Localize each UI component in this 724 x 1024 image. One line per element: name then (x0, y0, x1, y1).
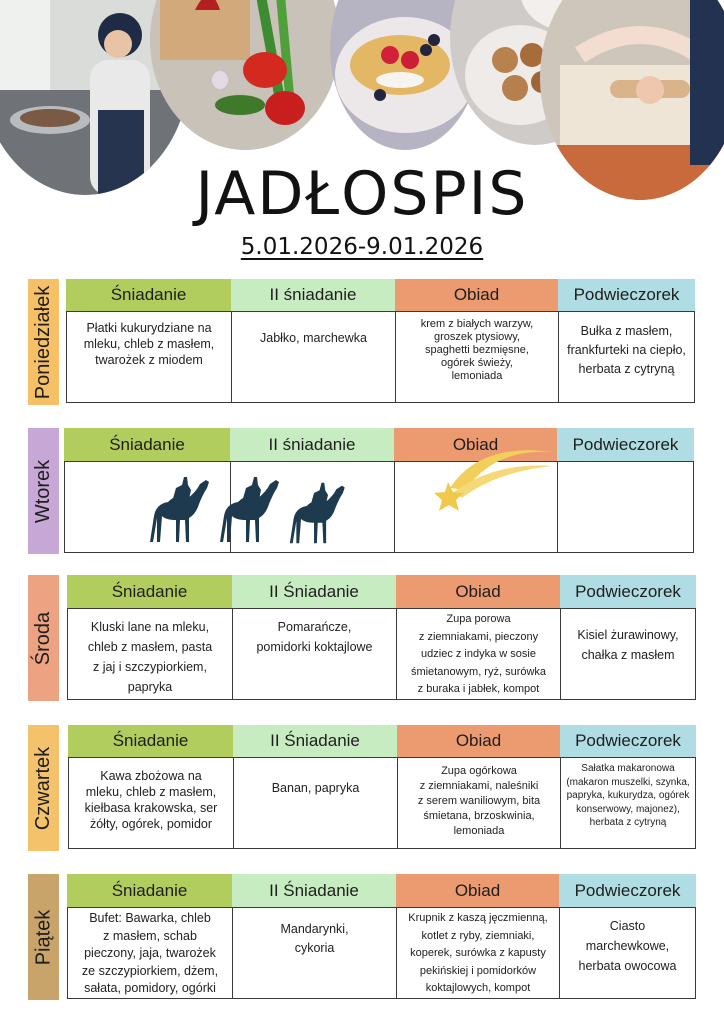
header-sniadanie: Śniadanie (66, 279, 231, 311)
meal-sniadanie: Kluski lane na mleku, chleb z masłem, pasta z jaj i szczypiorkiem, papryka (67, 608, 232, 700)
day-label-friday (28, 874, 59, 1000)
day-name: Wtorek (32, 459, 54, 523)
meal-obiad: Krupnik z kaszą jęczmienną, kotlet z ryby, ziemniaki, koperek, surówka z kapusty pekińskiej i pomidorków koktajlowych, kompot (396, 907, 559, 999)
vegetables-photo (150, 0, 340, 150)
shooting-star-icon (428, 430, 558, 516)
header-obiad: Obiad (396, 874, 559, 907)
meal-sniadanie: Płatki kukurydziane na mleku, chleb z masłem, twarożek z miodem (66, 311, 231, 403)
header-sniadanie: Śniadanie (67, 874, 232, 907)
meal-sniadanie: Kawa zbożowa na mleku, chleb z masłem, kiełbasa krakowska, ser żółty, ogórek, pomidor (68, 757, 233, 849)
three-kings-camels-silhouette (148, 474, 363, 552)
meal-obiad: krem z białych warzyw, groszek ptysiowy, spaghetti bezmięsne, ogórek świeży, lemoniada (395, 311, 558, 403)
header-ii-sniadanie: II Śniadanie (232, 575, 396, 608)
meal-podwieczorek (557, 461, 694, 553)
day-block-friday (0, 874, 724, 1000)
header-ii-sniadanie: II śniadanie (231, 279, 395, 311)
meal-podwieczorek: Ciasto marchewkowe, herbata owocowa (559, 907, 696, 999)
day-label-wednesday (28, 575, 59, 701)
day-label-thursday (28, 725, 59, 851)
meal-podwieczorek: Bułka z masłem, frankfurteki na ciepło, herbata z cytryną (558, 311, 695, 403)
date-range: 5.01.2026-9.01.2026 (240, 234, 484, 260)
day-label-tuesday (28, 428, 59, 554)
header-podwieczorek: Podwieczorek (557, 428, 694, 461)
page-title: JADŁOSPIS (195, 159, 529, 229)
header-sniadanie: Śniadanie (64, 428, 230, 461)
header-obiad: Obiad (395, 279, 558, 311)
day-block-thursday (0, 725, 724, 851)
meal-sniadanie: Bufet: Bawarka, chleb z masłem, schab pieczony, jaja, twarożek ze szczypiorkiem, dżem, sałata, pomidory, ogórki (67, 907, 232, 999)
meal-obiad: Zupa ogórkowa z ziemniakami, naleśniki z serem waniliowym, bita śmietana, brzoskwinia, lemoniada (397, 757, 560, 849)
day-name: Poniedziałek (32, 285, 55, 399)
meal-ii-sniadanie: Pomarańcze, pomidorki koktajlowe (232, 608, 396, 700)
meal-ii-sniadanie: Banan, papryka (233, 757, 397, 849)
header-sniadanie: Śniadanie (68, 725, 233, 757)
header-ii-sniadanie: II Śniadanie (233, 725, 397, 757)
header-podwieczorek: Podwieczorek (558, 279, 695, 311)
meal-ii-sniadanie: Mandarynki, cykoria (232, 907, 396, 999)
day-block-monday (0, 279, 724, 405)
header-sniadanie: Śniadanie (67, 575, 232, 608)
meal-podwieczorek: Sałatka makaronowa (makaron muszelki, szynka, papryka, kukurydza, ogórek konserwowy, majonez), herbata z cytryną (560, 757, 696, 849)
header-podwieczorek: Podwieczorek (560, 575, 696, 608)
header-ii-sniadanie: II śniadanie (230, 428, 394, 461)
day-block-wednesday (0, 575, 724, 701)
header-ii-sniadanie: II Śniadanie (232, 874, 396, 907)
day-name: Piątek (32, 909, 54, 965)
meal-ii-sniadanie: Jabłko, marchewka (231, 311, 395, 403)
meal-podwieczorek: Kisiel żurawinowy, chałka z masłem (560, 608, 696, 700)
header-obiad: Obiad (394, 428, 557, 461)
day-block-tuesday (0, 428, 724, 554)
header-obiad: Obiad (396, 575, 560, 608)
header-podwieczorek: Podwieczorek (560, 725, 696, 757)
meal-obiad: Zupa porowa z ziemniakami, pieczony udziec z indyka w sosie śmietanowym, ryż, surówka z buraka i jabłek, kompot (396, 608, 560, 700)
day-name: Środa (32, 611, 54, 665)
header-podwieczorek: Podwieczorek (559, 874, 696, 907)
header-obiad: Obiad (397, 725, 560, 757)
day-label-monday (28, 279, 59, 405)
day-name: Czwartek (32, 746, 55, 830)
